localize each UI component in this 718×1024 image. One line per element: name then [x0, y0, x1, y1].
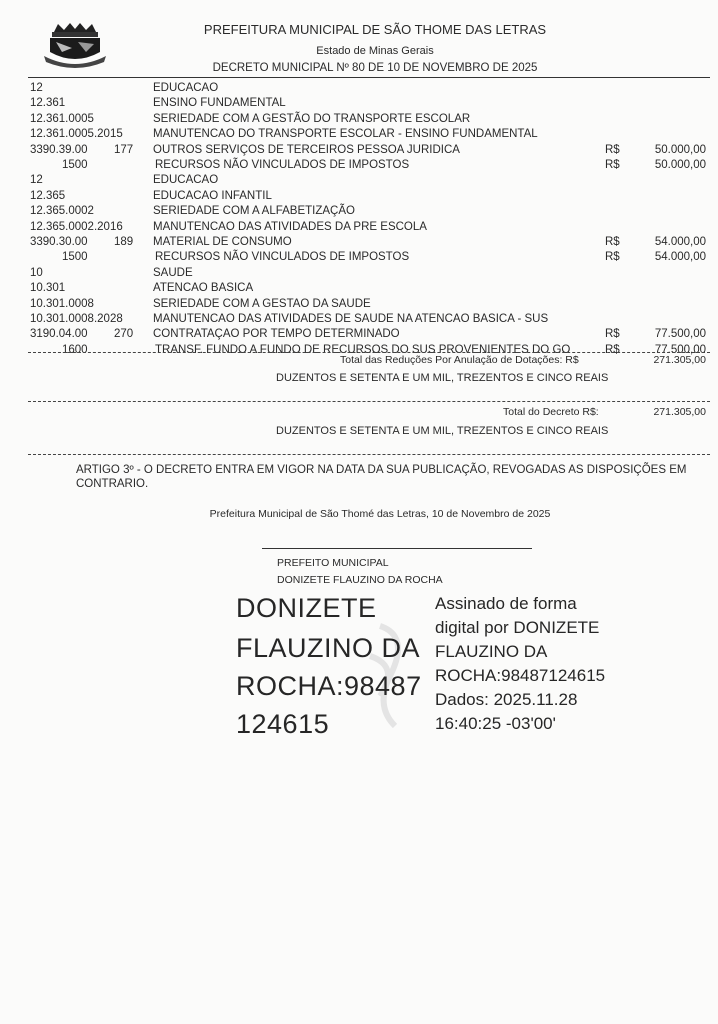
table-row [0, 327, 718, 342]
row-description: ATENCAO BASICA [153, 282, 254, 295]
row-currency: R$ [605, 251, 620, 264]
row-code: 12 [30, 174, 43, 187]
signature-stamp-line-2: digital por DONIZETE [435, 618, 600, 637]
row-code: 10 [30, 266, 43, 279]
table-row [0, 143, 718, 158]
signature-name-line-1: DONIZETE [236, 593, 377, 623]
table-row [0, 281, 718, 296]
place-and-date: Prefeitura Municipal de São Thomé das Letras, 10 de Novembro de 2025 [209, 508, 551, 520]
table-row [0, 127, 718, 142]
row-currency: R$ [605, 328, 620, 341]
row-code: 12 [30, 82, 43, 94]
artigo-3: ARTIGO 3º - O DECRETO ENTRA EM VIGOR NA DATA DA SUA PUBLICAÇÃO, REVOGADAS AS DISPOSIÇÕES EM CONTRARIO. [76, 464, 687, 490]
table-row [0, 235, 718, 250]
row-description: SERIEDADE COM A GESTÃO DO TRANSPORTE ESCOLAR [153, 112, 471, 125]
row-fonte: 177 [114, 143, 134, 156]
reducoes-total-label: Total das Reduções Por Anulação de Dotações: R$ [340, 354, 579, 366]
row-currency: R$ [605, 343, 620, 356]
row-code: 3390.39.00 [30, 143, 88, 156]
row-value: 77.500,00 [654, 343, 706, 356]
row-description: SAUDE [153, 266, 193, 279]
signature-stamp-line-6: 16:40:25 -03'00' [435, 714, 556, 733]
decreto-total-label: Total do Decreto R$: [503, 406, 599, 418]
row-value: 54.000,00 [654, 236, 706, 248]
table-row [0, 173, 718, 188]
row-value: 50.000,00 [654, 159, 706, 171]
row-description: EDUCACAO [153, 174, 219, 187]
decree-title: DECRETO MUNICIPAL Nº 80 DE 10 DE NOVEMBRO DE 2025 [212, 62, 538, 74]
row-code: 12.361.0005.2015 [30, 128, 123, 141]
signer-name: DONIZETE FLAUZINO DA ROCHA [277, 574, 443, 586]
table-row [0, 250, 718, 265]
row-code: 10.301 [30, 282, 66, 295]
row-code: 3390.30.00 [30, 236, 88, 248]
row-code: 1500 [62, 251, 88, 264]
divider-3 [28, 454, 710, 455]
table-row [0, 266, 718, 281]
row-description: MANUTENCAO DO TRANSPORTE ESCOLAR - ENSINO FUNDAMENTAL [153, 128, 538, 141]
signature-stamp-line-5: Dados: 2025.11.28 [435, 690, 578, 709]
signer-role: PREFEITO MUNICIPAL [277, 557, 389, 569]
row-description: OUTROS SERVIÇOS DE TERCEIROS PESSOA JURIDICA [153, 143, 460, 156]
row-description: CONTRATAÇAO POR TEMPO DETERMINADO [153, 328, 400, 341]
row-description: MATERIAL DE CONSUMO [153, 236, 292, 248]
row-description: TRANSF. FUNDO A FUNDO DE RECURSOS DO SUS PROVENIENTES DO GO [155, 343, 571, 356]
signature-name-line-4: 124615 [236, 709, 330, 739]
table-row [0, 96, 718, 111]
row-currency: R$ [605, 159, 620, 171]
row-description: MANUTENCAO DAS ATIVIDADES DA PRE ESCOLA [153, 220, 427, 233]
row-value: 54.000,00 [654, 251, 706, 264]
row-fonte: 270 [114, 328, 134, 341]
row-description: SERIEDADE COM A GESTAO DA SAUDE [153, 297, 371, 310]
decreto-total-value: 271.305,00 [653, 406, 706, 418]
table-row [0, 158, 718, 173]
signature-name-line-3: ROCHA:98487 [236, 671, 422, 701]
state-name: Estado de Minas Gerais [316, 45, 434, 57]
row-description: EDUCACAO [153, 82, 219, 94]
header-divider [28, 77, 710, 78]
row-value: 77.500,00 [654, 328, 706, 341]
signature-stamp-line-3: FLAUZINO DA [435, 642, 548, 661]
decreto-total-extenso: DUZENTOS E SETENTA E UM MIL, TREZENTOS E CINCO REAIS [276, 425, 609, 437]
row-description: RECURSOS NÃO VINCULADOS DE IMPOSTOS [155, 251, 410, 264]
row-currency: R$ [605, 143, 620, 156]
signature-stamp-line-4: ROCHA:98487124615 [435, 666, 606, 685]
table-row [0, 81, 718, 96]
row-code: 1600 [62, 343, 88, 356]
table-row [0, 220, 718, 235]
row-value: 50.000,00 [654, 143, 706, 156]
table-row [0, 189, 718, 204]
row-code: 10.301.0008 [30, 297, 94, 310]
divider-1 [28, 352, 710, 353]
reducoes-total-extenso: DUZENTOS E SETENTA E UM MIL, TREZENTOS E CINCO REAIS [276, 372, 609, 384]
table-row [0, 297, 718, 312]
row-code: 10.301.0008.2028 [30, 313, 123, 325]
row-code: 3190.04.00 [30, 328, 88, 341]
table-row [0, 204, 718, 219]
row-description: EDUCACAO INFANTIL [153, 189, 272, 202]
row-description: SERIEDADE COM A ALFABETIZAÇÃO [153, 205, 355, 218]
row-code: 12.365 [30, 189, 66, 202]
row-code: 12.361.0005 [30, 112, 94, 125]
row-description: MANUTENCAO DAS ATIVIDADES DE SAUDE NA ATENCAO BASICA - SUS [153, 313, 549, 325]
signature-stamp-line-1: Assinado de forma [435, 594, 577, 613]
signature-name-line-2: FLAUZINO DA [236, 633, 421, 663]
row-currency: R$ [605, 236, 620, 248]
table-row [0, 112, 718, 127]
row-code: 1500 [62, 159, 88, 171]
municipality-title: PREFEITURA MUNICIPAL DE SÃO THOME DAS LETRAS [203, 22, 547, 37]
signature-line [262, 548, 532, 549]
row-code: 12.365.0002.2016 [30, 220, 123, 233]
row-code: 12.361 [30, 97, 66, 110]
row-fonte: 189 [114, 236, 134, 248]
row-description: RECURSOS NÃO VINCULADOS DE IMPOSTOS [155, 159, 410, 171]
divider-2 [28, 401, 710, 402]
table-row [0, 312, 718, 327]
row-description: ENSINO FUNDAMENTAL [153, 97, 286, 110]
reducoes-total-value: 271.305,00 [653, 354, 706, 366]
row-code: 12.365.0002 [30, 205, 94, 218]
